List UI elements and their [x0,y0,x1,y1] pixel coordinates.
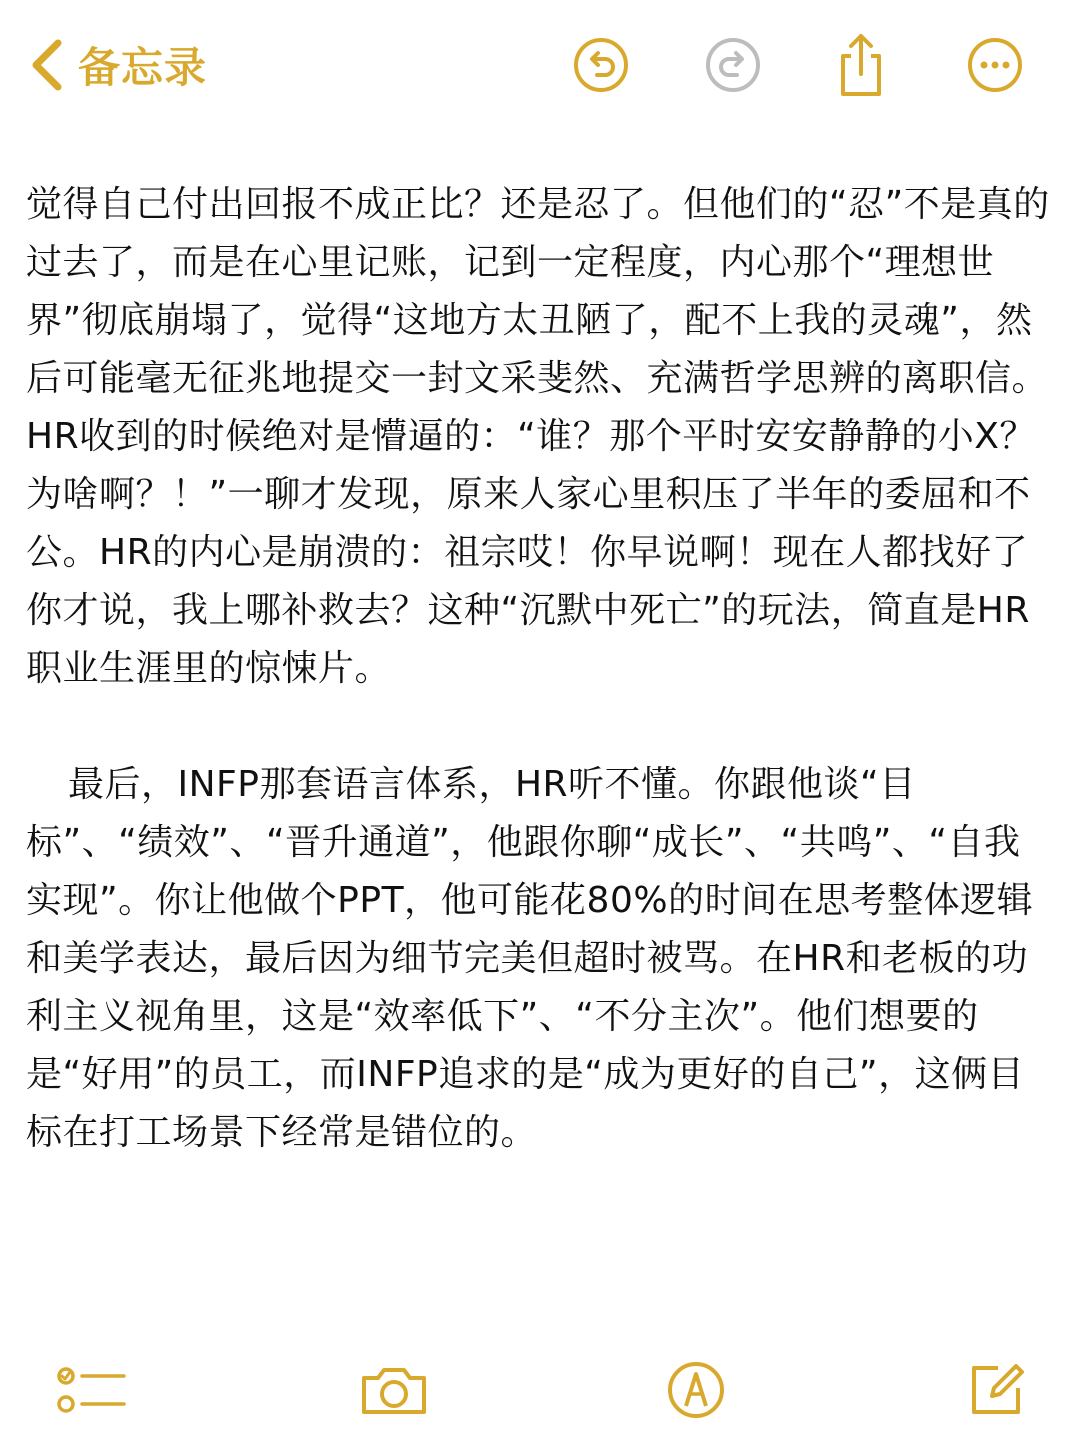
camera-button[interactable] [354,1350,434,1430]
more-icon [965,35,1025,95]
checklist-icon [56,1360,128,1420]
redo-icon [703,35,763,95]
redo-button[interactable] [698,30,768,100]
note-paragraph: 最后，INFP那套语言体系，HR听不懂。你跟他谈“目标”、“绩效”、“晋升通道”，他跟你聊“成长”、“共鸣”、“自我实现”。你让他做个PPT，他可能花80%的时间在思考整体逻辑和美学表达，最后因为细节完美但超时被骂。在HR和老板的功利主义视角里，这是“效率低下”、“不分主次”。他们想要的是“好用”的员工，而INFP追求的是“成为更好的自己”，这俩目标在打工场景下经常是错位的。 [26,764,1034,1153]
markup-pen-icon [664,1358,728,1422]
more-button[interactable] [960,30,1030,100]
share-icon [831,30,891,100]
note-paragraph: 觉得自己付出回报不成正比？还是忍了。但他们的“忍”不是真的过去了，而是在心里记账，记到一定程度，内心那个“理想世界”彻底崩塌了，觉得“这地方太丑陋了，配不上我的灵魂”，然后可能毫无征兆地提交一封文采斐然、充满哲学思辨的离职信。HR收到的时候绝对是懵逼的：“谁？那个平时安安静静的小X？为啥啊？！”一聊才发现，原来人家心里积压了半年的委屈和不公。HR的内心是崩溃的：祖宗哎！你早说啊！现在人都找好了你才说，我上哪补救去？这种“沉默中死亡”的玩法，简直是HR职业生涯里的惊悚片。 [26,184,1050,689]
note-body[interactable] [26,176,1056,1162]
undo-button[interactable] [566,30,636,100]
navigation-bar [0,0,1080,130]
compose-icon [964,1358,1028,1422]
checklist-button[interactable] [52,1350,132,1430]
compose-button[interactable] [956,1350,1036,1430]
markup-button[interactable] [656,1350,736,1430]
back-label: 备忘录 [78,43,208,92]
share-button[interactable] [826,30,896,100]
undo-icon [571,35,631,95]
camera-icon [358,1360,430,1420]
chevron-left-icon [28,37,64,93]
bottom-toolbar [0,1340,1080,1440]
back-button[interactable] [28,30,207,100]
